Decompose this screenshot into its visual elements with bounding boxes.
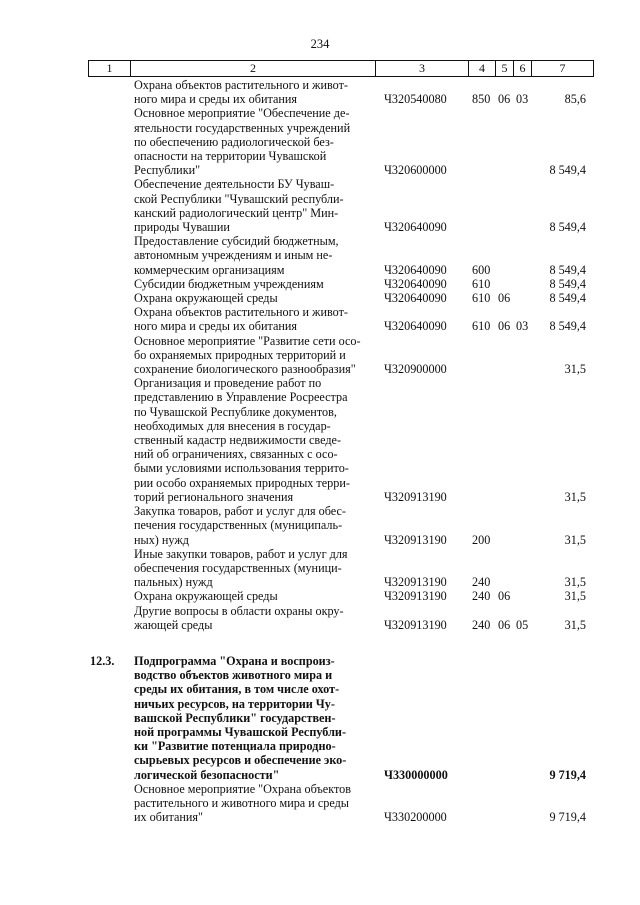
target-article-code: Ч320913190 [384,617,447,632]
amount: 8 549,4 [549,262,586,277]
amount: 31,5 [564,617,586,632]
amount: 9 719,4 [549,810,586,825]
page-number: 234 [310,37,330,51]
expense-type-code: 610 [472,276,491,291]
row-name-line: рии особо охраняемых природных терри- [134,475,350,490]
row-name-line: Обеспечение деятельности БУ Чуваш- [134,177,335,192]
row-name-line: коммерческим организациям [134,262,285,277]
header-col-4: 4 [479,61,485,75]
row-name [134,305,370,333]
row-name-line: печения государственных (муниципаль- [134,518,343,533]
table-row [0,504,640,547]
table-row [0,376,640,504]
row-name-line: среды их обитания, в том числе охот- [134,682,340,697]
row-name-line: Охрана окружающей среды [134,589,278,604]
row-name-line: торий регионального значения [134,489,294,504]
expense-type-code: 600 [472,262,491,277]
row-name-line: автономным учреждениям и иным не- [134,248,333,263]
row-name [134,177,370,234]
header-col-5: 5 [501,61,508,75]
row-name-line: Республики" [134,163,201,178]
expense-type-code: 240 [472,617,491,632]
target-article-code: Ч320640090 [384,291,447,306]
row-name-line: пальных) нужд [134,575,213,590]
amount: 31,5 [564,575,586,590]
table-header [88,60,594,77]
row-name [134,547,370,590]
table-row [0,547,640,590]
row-name-line: по Чувашской Республике документов, [134,404,337,419]
row-name-line: ного мира и среды их обитания [134,319,298,334]
target-article-code: Ч320640090 [384,276,447,291]
row-name-line: ных) нужд [134,532,189,547]
section-code: 06 [498,92,511,107]
table-body [0,78,640,824]
row-name-line: водство объектов животного мира и [134,668,333,683]
row-name-line: вашской Республики" государствен- [134,710,336,725]
table-row [0,277,640,291]
row-name-line: быми условиями использования террито- [134,461,349,476]
amount: 8 549,4 [549,163,586,178]
table-row [0,106,640,177]
row-name [134,291,370,305]
row-name-line: природы Чувашии [134,220,230,235]
target-article-code: Ч320640090 [384,220,447,235]
target-article-code: Ч320640090 [384,262,447,277]
row-name-line: растительного и животного мира и среды [134,795,349,810]
section-code: 06 [498,617,511,632]
table-row [0,78,640,106]
row-name-line: Закупка товаров, работ и услуг для обес- [134,504,346,519]
amount: 8 549,4 [549,276,586,291]
row-name-line: по обеспечению радиологической без- [134,134,334,149]
row-name [134,106,370,177]
row-name-line: канский радиологический центр" Мин- [134,205,339,220]
row-name-line: ки "Развитие потенциала природно- [134,739,336,754]
subsection-code: 03 [516,92,529,107]
row-name [134,604,370,632]
table-row [0,177,640,234]
header-col-3: 3 [419,61,425,75]
row-name-line: Охрана объектов растительного и живот- [134,78,348,92]
table-row [0,334,640,377]
row-name-line: необходимых для внесения в государ- [134,418,331,433]
expense-type-code: 610 [472,319,491,334]
row-name-line: Подпрограмма "Охрана и воспроиз- [134,653,335,668]
expense-type-code: 610 [472,291,491,306]
row-name-line: Охрана окружающей среды [134,291,278,306]
row-name-line: их обитания" [134,810,203,825]
target-article-code: Ч320900000 [384,362,447,377]
row-name [134,504,370,547]
target-article-code: Ч320913190 [384,575,447,590]
row-name-line: опасности на территории Чувашской [134,149,327,164]
target-article-code: Ч320913190 [384,532,447,547]
target-article-code: Ч320640090 [384,319,447,334]
header-col-2: 2 [250,61,256,75]
row-name-line: ничьих ресурсов, на территории Чу- [134,696,335,711]
table-row [0,234,640,277]
target-article-code: Ч320913190 [384,589,447,604]
row-name [134,234,370,277]
row-name-line: Иные закупки товаров, работ и услуг для [134,546,348,561]
amount: 9 719,4 [549,767,586,782]
subsection-code: 03 [516,319,529,334]
header-col-6: 6 [519,61,526,75]
row-name-line: обеспечения государственных (муници- [134,560,342,575]
table-row [0,305,640,333]
target-article-code: Ч320540080 [384,92,447,107]
row-name [134,782,370,825]
section-code: 06 [498,589,511,604]
table-row [0,589,640,603]
row-name-line: ний об ограничениях, связанных с осо- [134,447,338,462]
amount: 8 549,4 [549,291,586,306]
row-name-line: Организация и проведение работ по [134,376,322,391]
subsection-code: 05 [516,617,529,632]
expense-type-code: 240 [472,589,491,604]
row-name-line: ной программы Чувашской Республи- [134,724,347,739]
expense-type-code: 240 [472,575,491,590]
row-name [134,277,370,291]
row-name [134,654,370,782]
row-name-line: Основное мероприятие "Развитие сети осо- [134,333,361,348]
row-name [134,376,370,504]
section-code: 06 [498,319,511,334]
row-name [134,78,370,106]
table-row [0,291,640,305]
row-name-line: Другие вопросы в области охраны окру- [134,603,344,618]
header-col-7: 7 [559,61,566,75]
row-name-line: Субсидии бюджетным учреждениям [134,276,324,291]
expense-type-code: 200 [472,532,491,547]
row-name-line: сырьевых ресурсов и обеспечение эко- [134,753,347,768]
expense-type-code: 850 [472,92,491,107]
row-name [134,589,370,603]
row-name-line: Охрана объектов растительного и живот- [134,305,348,320]
amount: 31,5 [564,489,586,504]
row-name-line: ственный кадастр недвижимости сведе- [134,433,342,448]
row-name-line: Основное мероприятие "Обеспечение де- [134,106,350,121]
table-row [0,654,640,782]
amount: 85,6 [564,92,586,107]
section-code: 06 [498,291,511,306]
row-name-line: логической безопасности" [134,767,280,782]
row-name [134,334,370,377]
row-name-line: бо охраняемых природных территорий и [134,347,346,362]
target-article-code: Ч330000000 [384,767,448,782]
amount: 8 549,4 [549,220,586,235]
target-article-code: Ч330200000 [384,810,447,825]
row-name-line: сохранение биологического разнообразия" [134,362,356,377]
target-article-code: Ч320600000 [384,163,447,178]
amount: 31,5 [564,532,586,547]
amount: 31,5 [564,589,586,604]
table-row [0,782,640,825]
amount: 8 549,4 [549,319,586,334]
row-name-line: представлению в Управление Росреестра [134,390,348,405]
table-row [0,604,640,632]
target-article-code: Ч320913190 [384,489,447,504]
row-name-line: ской Республики "Чувашский республи- [134,191,344,206]
row-name-line: Предоставление субсидий бюджетным, [134,234,339,249]
header-col-1: 1 [106,61,113,75]
row-number: 12.3. [90,653,115,668]
row-name-line: ного мира и среды их обитания [134,92,298,107]
amount: 31,5 [564,362,586,377]
row-name-line: Основное мероприятие "Охрана объектов [134,781,351,796]
row-name-line: жающей среды [134,617,213,632]
row-name-line: ятельности государственных учреждений [134,120,351,135]
